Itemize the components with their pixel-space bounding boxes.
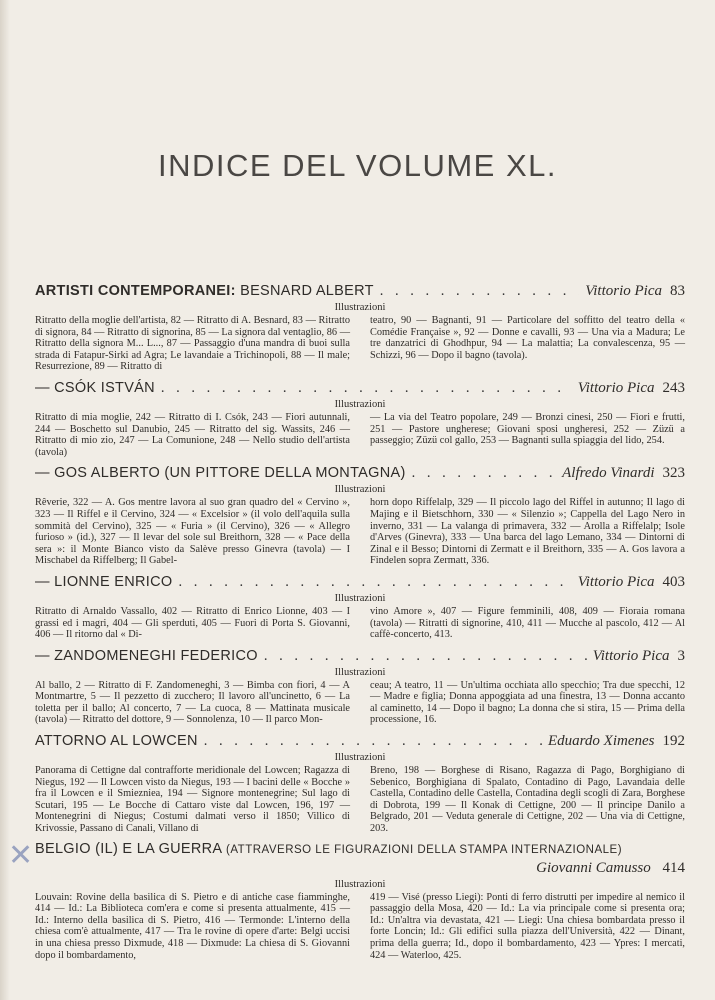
entry-subtitle: (ATTRAVERSO LE FIGURAZIONI DELLA STAMPA INTERNAZIONALE)	[226, 843, 623, 856]
entry-author: Vittorio Pica	[577, 379, 655, 396]
illustrations-left: Louvain: Rovine della basilica di S. Pietro e di antiche case fiamminghe, 414 — Id.: La Biblioteca com'era e come si presenta attualmente, 415 — Id.: Interno della basilica di S. Pietro, 416 — Termonde: L'interno della chiesa com'è attualmente, 417 — Tra le rovine di opere d'arte: Belgi uccisi in una chiesa presso Dixmude, 418 — Dixmude: La chiesa di S. Giovanni dopo il bombardamento,	[35, 891, 350, 961]
entry-author: Vittorio Pica	[592, 647, 670, 664]
entry-heading	[35, 573, 685, 591]
entry-page: 83	[670, 283, 685, 299]
entry-page: 192	[662, 733, 685, 750]
entry-page: 323	[662, 465, 685, 482]
illustrations-label: Illustrazioni	[334, 752, 386, 764]
leader-dots	[178, 573, 571, 591]
illustrations-left: Panorama di Cettigne dal contrafforte meridionale del Lowcen; Ragazza di Niegus, 192 — Il Lowcen visto da Niegus, 193 — I bacini delle « Bocche » fra il Lowcen e il Smiezniea, 194 — Signore montenegrine; Sul lago di Scutari, 195 — Le Bocche di Cattaro viste dal Lowcen, 196, 197 — Montenegrini di Niegus; Costumi dalmati verso il 1850; Villico di Krivossie, Passano di Canali, Villano di	[35, 765, 350, 835]
leader-dots	[204, 732, 542, 750]
entry-author: Giovanni Camusso	[536, 859, 651, 876]
entry-heading	[35, 647, 685, 665]
index-content	[35, 282, 685, 967]
pencil-mark-icon: ✕	[8, 838, 34, 873]
index-entry-lowcen	[35, 732, 685, 835]
entry-title: — CSÓK ISTVÁN	[35, 379, 155, 396]
illustrations-left: Rêverie, 322 — A. Gos mentre lavora al suo gran quadro del « Cervino », 323 — Il Riffel e il Cervino, 324 — « Excelsior » (il volo dell'aquila sulla sommità del Cervino), 325 — « Furia » (il Cervino), 326 — « Allegro furioso » (id.), 327 — Il levar del sole sul Breithorn, 328 — « Pace della sera »: il Monte Bianco visto da Salève presso Ginevra (tavola) — I Mischabel da Riffelberg; Il Gabel-	[35, 497, 350, 567]
leader-dots	[380, 282, 579, 300]
entry-title: — ZANDOMENEGHI FEDERICO	[35, 647, 258, 664]
illustrations-right: horn dopo Riffelalp, 329 — Il piccolo lago del Riffel in autunno; Il lago di Majing e il Bietschhorn, 330 — « Silenzio »; Cappella del Lago Nero in inverno, 331 — La valanga di primavera, 332 — Arolla a Riffelalp; Isole d'Arves (Ginevra), 333 — Una barca del lago Lemano, 334 — Dintorni di Zinal e il Besso; Dintorni di Zermatt e il Breithorn, 335 — A. Gos lavora a Findelen sopra Zermatt, 336.	[370, 497, 685, 567]
illustrations-left: Al ballo, 2 — Ritratto di F. Zandomeneghi, 3 — Bimba con fiori, 4 — A Montmartre, 5 — Il pezzetto di zucchero; Il lavoro all'uncinetto, 6 — La toletta per il ballo; Al concerto, 7 — La cuoca, 8 — Mattinata musicale (tavola) — Ritratto del dottore, 9 — Sonnolenza, 10 — Il parco Mon-	[35, 679, 350, 726]
illustrations-label: Illustrazioni	[334, 878, 386, 890]
entry-title: BESNARD ALBERT	[240, 283, 374, 299]
entry-title: BELGIO (IL) E LA GUERRA	[35, 840, 223, 857]
entry-heading	[35, 464, 685, 482]
entry-page: 414	[662, 859, 685, 876]
leader-dots	[161, 379, 572, 397]
illustrations-label: Illustrazioni	[334, 484, 386, 496]
illustrations-right: ceau; A teatro, 11 — Un'ultima occhiata allo specchio; Tra due specchi, 12 — Madre e figlia; Donna appoggiata ad una finestra, 13 — Donna accanto al caminetto, 14 — Dopo il bagno; La donna che si stira, 15 — Prima della processione, 16.	[370, 679, 685, 726]
entry-heading	[35, 282, 685, 300]
illustrations-left: Ritratto di mia moglie, 242 — Ritratto di I. Csók, 243 — Fiori autunnali, 244 — Boschetto sul Danubio, 245 — Ritratto del sig. Wassits, 246 — Ritratto di mio zio, 247 — La Comunione, 248 — Nello studio dell'artista (tavola)	[35, 411, 350, 458]
entry-heading	[35, 379, 685, 397]
index-entry-besnard	[35, 282, 685, 373]
illustrations-right: Breno, 198 — Borghese di Risano, Ragazza di Pago, Borghigiano di Sebenico, Borghigiana di Spalato, Contadino di Pago, Lavandaia delle Castella, Contadino delle Castella, Contadina degli scogli di Zara, Borghese di Dobrota, 199 — Il Konak di Cettigne, 200 — Il principe Danilo a Belgrado, 201 — Veduta generale di Cettigne, 202 — Una via di Cettigne, 203.	[370, 765, 685, 835]
entry-title: — LIONNE ENRICO	[35, 573, 173, 590]
illustrations-right: teatro, 90 — Bagnanti, 91 — Particolare del soffitto del teatro della « Comédie Française », 92 — Donne e cavalli, 93 — Una via a Madura; Le tre danzatrici di Ghodhpur, 94 — La malattia; La convalescenza, 95 — Schizzi, 96 — Dopo il bagno (tavola).	[370, 315, 685, 361]
illustrations-right: 419 — Visé (presso Liegi): Ponti di ferro distrutti per impedire al nemico il passaggio della Mosa, 420 — Id.: La via principale come si presenta ora; Id.: Un'altra via devastata, 421 — Liegi: Una chiesa bombardata presso il forte Loncin; Id.: Gli edifici sulla piazza dell'Università, 422 — Dinant, prima della guerra; Id., dopo il bombardamento, 423 — Ypres: I mercati, 424 — Waterloo, 425.	[370, 891, 685, 961]
entry-page: 403	[662, 573, 685, 590]
entry-author: Vittorio Pica	[585, 283, 662, 299]
entry-page: 3	[677, 647, 685, 664]
entry-author: Eduardo Ximenes	[547, 733, 655, 750]
page-title: INDICE DEL VOLUME XL.	[157, 148, 557, 183]
illustrations-left: Ritratto della moglie dell'artista, 82 — Ritratto di A. Besnard, 83 — Ritratto di signora, 84 — Ritratto di signorina, 85 — La signora dal ventaglio, 86 — Ritratto della signora M... L..., 87 — Passaggio d'una mandra di buoi sulla strada di Fatapur-Sirki ad Agra; Le lavandaie a Trichinopoli, 88 — Il male; Resurrezione, 89 — Ritratto di	[35, 315, 350, 373]
illustrations-label: Illustrazioni	[334, 666, 386, 678]
illustrations-right: vino Amore », 407 — Figure femminili, 408, 409 — Fioraia romana (tavola) — Ritratti di signorine, 410, 411 — Mucche al pascolo, 412 — Al caffè-concerto, 413.	[370, 605, 685, 641]
illustrations-right: — La via del Teatro popolare, 249 — Bronzi cinesi, 250 — Fiori e frutti, 251 — Pastore ungherese; Giovani sposi ungheresi, 252 — Züzü a passeggio; Züzü col gallo, 253 — Bagnanti sulla spiaggia del lido, 254.	[370, 411, 685, 447]
illustrations-left: Ritratto di Arnaldo Vassallo, 402 — Ritratto di Enrico Lionne, 403 — I grassi ed i magri, 404 — Gli sperduti, 405 — Fuori di Porta S. Giovanni, 406 — Il ritorno dal « Di-	[35, 605, 350, 641]
index-entry-zandomeneghi	[35, 647, 685, 726]
entry-author: Alfredo Vinardi	[562, 465, 655, 482]
leader-dots	[412, 464, 557, 482]
illustrations-label: Illustrazioni	[334, 592, 386, 604]
entry-title: — GOS ALBERTO (UN PITTORE DELLA MONTAGNA)	[35, 465, 406, 482]
index-entry-belgio	[35, 841, 685, 962]
entry-page: 243	[662, 379, 685, 396]
entry-author: Vittorio Pica	[577, 573, 655, 590]
illustrations-label: Illustrazioni	[334, 302, 386, 313]
entry-heading	[35, 841, 685, 877]
leader-dots	[264, 647, 587, 665]
illustrations-label: Illustrazioni	[334, 398, 386, 410]
entry-heading	[35, 732, 685, 750]
index-entry-csok	[35, 379, 685, 458]
section-label: ARTISTI CONTEMPORANEI:	[35, 283, 236, 299]
entry-title: ATTORNO AL LOWCEN	[35, 733, 198, 750]
index-entry-gos	[35, 464, 685, 567]
index-entry-lionne	[35, 573, 685, 641]
